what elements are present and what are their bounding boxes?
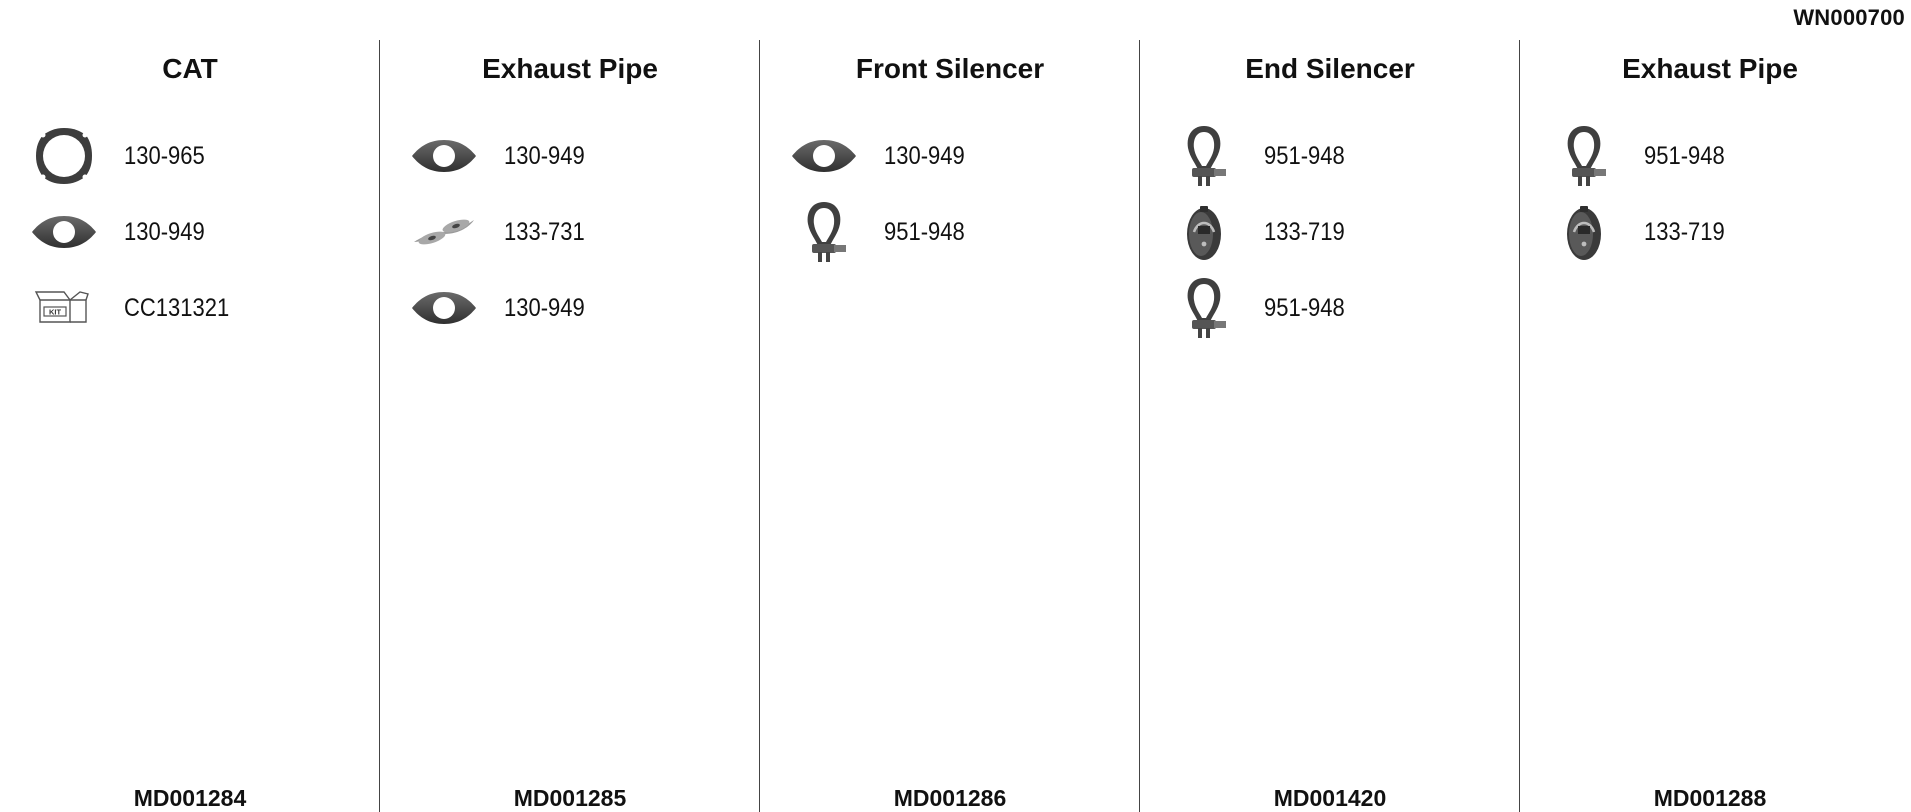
oval-flange-gasket-icon	[410, 274, 478, 342]
pipe-clamp-icon	[1170, 274, 1238, 342]
part-item[interactable]	[1550, 118, 1911, 194]
part-number: 130-949	[124, 217, 205, 246]
oval-flange-gasket-icon	[410, 122, 478, 190]
column-code: MD001284	[133, 785, 247, 811]
part-item[interactable]	[410, 118, 759, 194]
part-number: 133-731	[504, 217, 585, 246]
part-item[interactable]	[1550, 194, 1911, 270]
part-number: 951-948	[1264, 293, 1345, 322]
part-item[interactable]	[1170, 194, 1519, 270]
part-number: 951-948	[884, 217, 965, 246]
parts-list	[1170, 118, 1519, 346]
svg-text:KIT: KIT	[48, 307, 62, 317]
double-flange-gasket-icon	[410, 198, 478, 266]
column-title: CAT	[162, 53, 218, 84]
part-number: 133-719	[1644, 217, 1725, 246]
column-code: MD001286	[893, 785, 1007, 811]
part-item[interactable]	[790, 194, 1139, 270]
part-item[interactable]	[30, 194, 379, 270]
rubber-mount-icon	[1550, 198, 1618, 266]
parts-list	[790, 118, 1139, 270]
part-number: 130-949	[884, 141, 965, 170]
part-item[interactable]	[790, 118, 1139, 194]
column-title: End Silencer	[1245, 53, 1415, 84]
part-number: 130-949	[504, 293, 585, 322]
rubber-mount-icon	[1170, 198, 1238, 266]
round-gasket-icon	[30, 122, 98, 190]
pipe-clamp-icon	[790, 198, 858, 266]
oval-flange-gasket-icon	[790, 122, 858, 190]
column-front-silencer	[760, 40, 1140, 812]
part-item[interactable]	[30, 118, 379, 194]
part-number: 133-719	[1264, 217, 1345, 246]
column-exhaust-pipe	[380, 40, 760, 812]
part-number: CC131321	[124, 293, 230, 322]
part-number: 130-965	[124, 141, 205, 170]
column-code: MD001288	[1653, 785, 1767, 811]
column-title: Exhaust Pipe	[482, 53, 658, 84]
pipe-clamp-icon	[1170, 122, 1238, 190]
part-item[interactable]	[410, 194, 759, 270]
column-title: Front Silencer	[855, 53, 1045, 84]
column-code: MD001285	[513, 785, 627, 811]
parts-list	[410, 118, 759, 346]
parts-list	[1550, 118, 1911, 270]
column-end-silencer	[1140, 40, 1520, 812]
part-number: 951-948	[1644, 141, 1725, 170]
document-id: WN000700	[1793, 5, 1905, 30]
part-number: 951-948	[1264, 141, 1345, 170]
column-exhaust-pipe-rear	[1520, 40, 1911, 812]
pipe-clamp-icon	[1550, 122, 1618, 190]
kit-box-icon	[30, 274, 98, 342]
part-item[interactable]	[30, 270, 379, 346]
column-cat	[0, 40, 380, 812]
column-code: MD001420	[1273, 785, 1387, 811]
column-title: Exhaust Pipe	[1622, 53, 1798, 84]
part-number: 130-949	[504, 141, 585, 170]
parts-columns	[0, 40, 1911, 812]
oval-flange-gasket-icon	[30, 198, 98, 266]
part-item[interactable]	[410, 270, 759, 346]
part-item[interactable]	[1170, 270, 1519, 346]
parts-list	[30, 118, 379, 346]
part-item[interactable]	[1170, 118, 1519, 194]
